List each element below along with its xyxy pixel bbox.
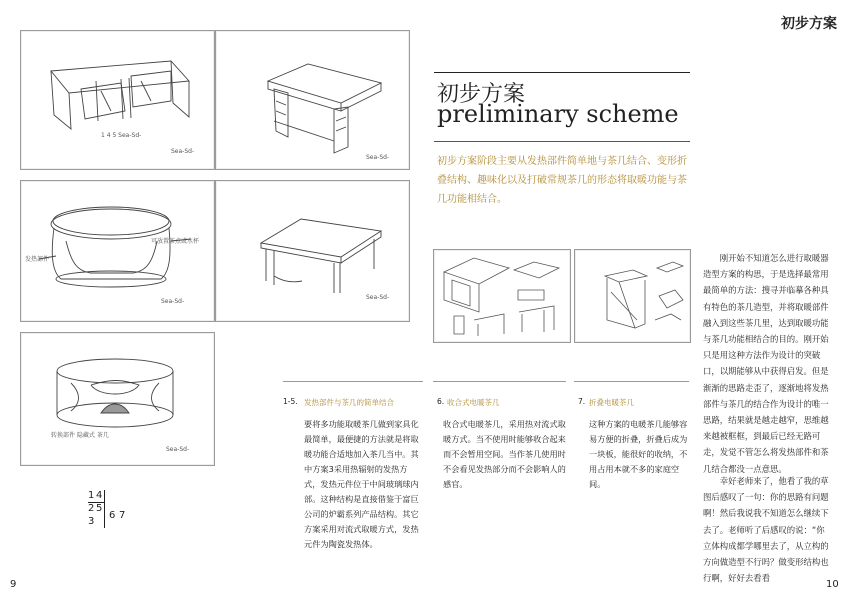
index-6: 6 — [109, 510, 116, 521]
sketch-3-drawing — [21, 181, 214, 321]
sketch-5-note: 转换部件 隐藏式 茶几 — [51, 432, 109, 439]
sketch-3-label: 发热部件 — [25, 256, 50, 263]
index-5: 5 — [96, 503, 103, 514]
caption-7-title: 折叠电暖茶几 — [589, 398, 634, 407]
svg-text:Sea-Sd-: Sea-Sd- — [166, 446, 190, 453]
caption-6-num: 6. — [437, 397, 445, 406]
index-4: 4 — [96, 490, 103, 501]
sketch-1-drawing — [21, 31, 214, 169]
index-7: 7 — [119, 510, 126, 521]
sketch-4-drawing — [216, 181, 409, 321]
sketch-1 — [20, 30, 215, 170]
section-title-en: preliminary scheme — [437, 100, 679, 128]
sketch-3 — [20, 180, 215, 322]
svg-text:Sea-Sd-: Sea-Sd- — [161, 298, 185, 305]
caption-1-title: 发热部件与茶几的简单结合 — [304, 398, 394, 407]
page-number-right: 10 — [826, 579, 839, 590]
index-vline — [104, 490, 105, 528]
sketch-2 — [215, 30, 410, 170]
caption-6-title: 收合式电暖茶几 — [447, 398, 500, 407]
caption-7-num: 7. — [578, 397, 586, 406]
page-number-left: 9 — [10, 579, 17, 590]
sketch-4 — [215, 180, 410, 322]
index-2: 2 — [88, 503, 95, 514]
right-paragraph-2: 幸好老师来了，他看了我的草图后感叹了一句：你的思路有问题啊！然后我说我不知道怎么继续下去了。老师听了后感叹的说：“你立体构成都学哪里去了，从立构的方向做造型不行吗？做变形结构也行啊，好好去看看 — [703, 476, 829, 584]
caption-1-num: 1-5. — [283, 397, 298, 406]
sketch-5-drawing — [21, 333, 214, 465]
corner-title: 初步方案 — [781, 16, 837, 32]
sketch-7 — [574, 249, 691, 343]
title-rule-bottom — [434, 141, 690, 142]
caption-6-rule — [433, 381, 566, 382]
sketch-1-note: Sea-Sd- — [171, 148, 195, 155]
caption-7-text: 这种方案的电暖茶几能够容易方便的折叠，折叠后成为一块板，能很好的收纳，不用占用本就不多的家庭空间。 — [589, 419, 688, 489]
caption-1-text: 要将多功能取暖茶几做到家具化最简单，最便捷的方法就是将取暖功能合适地加入茶几当中。其中方案3采用热辐射的发热方式，发热元件位于中间玻璃球内部。这种结构是直接借鉴于富巨公司的炉霸系列产品结构。其它方案采用对流式取暖方式，发热元件为陶瓷发热体。 — [304, 419, 419, 549]
caption-1-rule — [283, 381, 423, 382]
section-intro: 初步方案阶段主要从发热部件简单地与茶几结合、变形折叠结构、趣味化以及打破常规茶几的形态将取暖功能与茶几功能相结合。 — [437, 156, 687, 205]
sketch-5 — [20, 332, 215, 466]
sketch-6-drawing — [434, 250, 570, 342]
caption-6-text: 收合式电暖茶几，采用热对流式取暖方式。当不使用时能够收合起来而不会暂用空间。当作茶几使用时不会看见发热部分而不会影响人的感官。 — [443, 419, 566, 489]
title-rule-top — [434, 72, 690, 73]
sketch-3-note: 可放置茶点或水杯 — [151, 238, 200, 245]
index-hline — [88, 502, 104, 503]
right-paragraph-1: 刚开始不知道怎么进行取暖器造型方案的构思，于是选择最常用最简单的方法：搜寻并临摹各种具有特色的茶几造型，并将取暖部件融入到这些茶几里，达到取暖功能与茶几功能相结合的目的。刚开始只是用这种方法作为设计的突破口，以期能够从中获得启发。但是渐渐的思路走歪了，逐渐地将发热部件与茶几的结合作为设计的唯一思路，结果就是越走越窄，思维越来越被框框，到最后已经无路可走，发觉不管怎么将发热部件和茶几结合都没一点意思。 — [703, 253, 829, 474]
sketch-2-drawing — [216, 31, 409, 169]
caption-7-rule — [574, 381, 689, 382]
svg-text:1 4 5 Sea-Sd-: 1 4 5 Sea-Sd- — [101, 132, 142, 139]
svg-text:Sea-Sd-: Sea-Sd- — [366, 154, 390, 161]
svg-text:Sea-Sd-: Sea-Sd- — [366, 294, 390, 301]
sketch-7-drawing — [575, 250, 690, 342]
index-1: 1 — [88, 490, 95, 501]
index-3: 3 — [88, 516, 95, 527]
section-title-cn: 初步方案 — [437, 82, 526, 107]
sketch-6 — [433, 249, 571, 343]
